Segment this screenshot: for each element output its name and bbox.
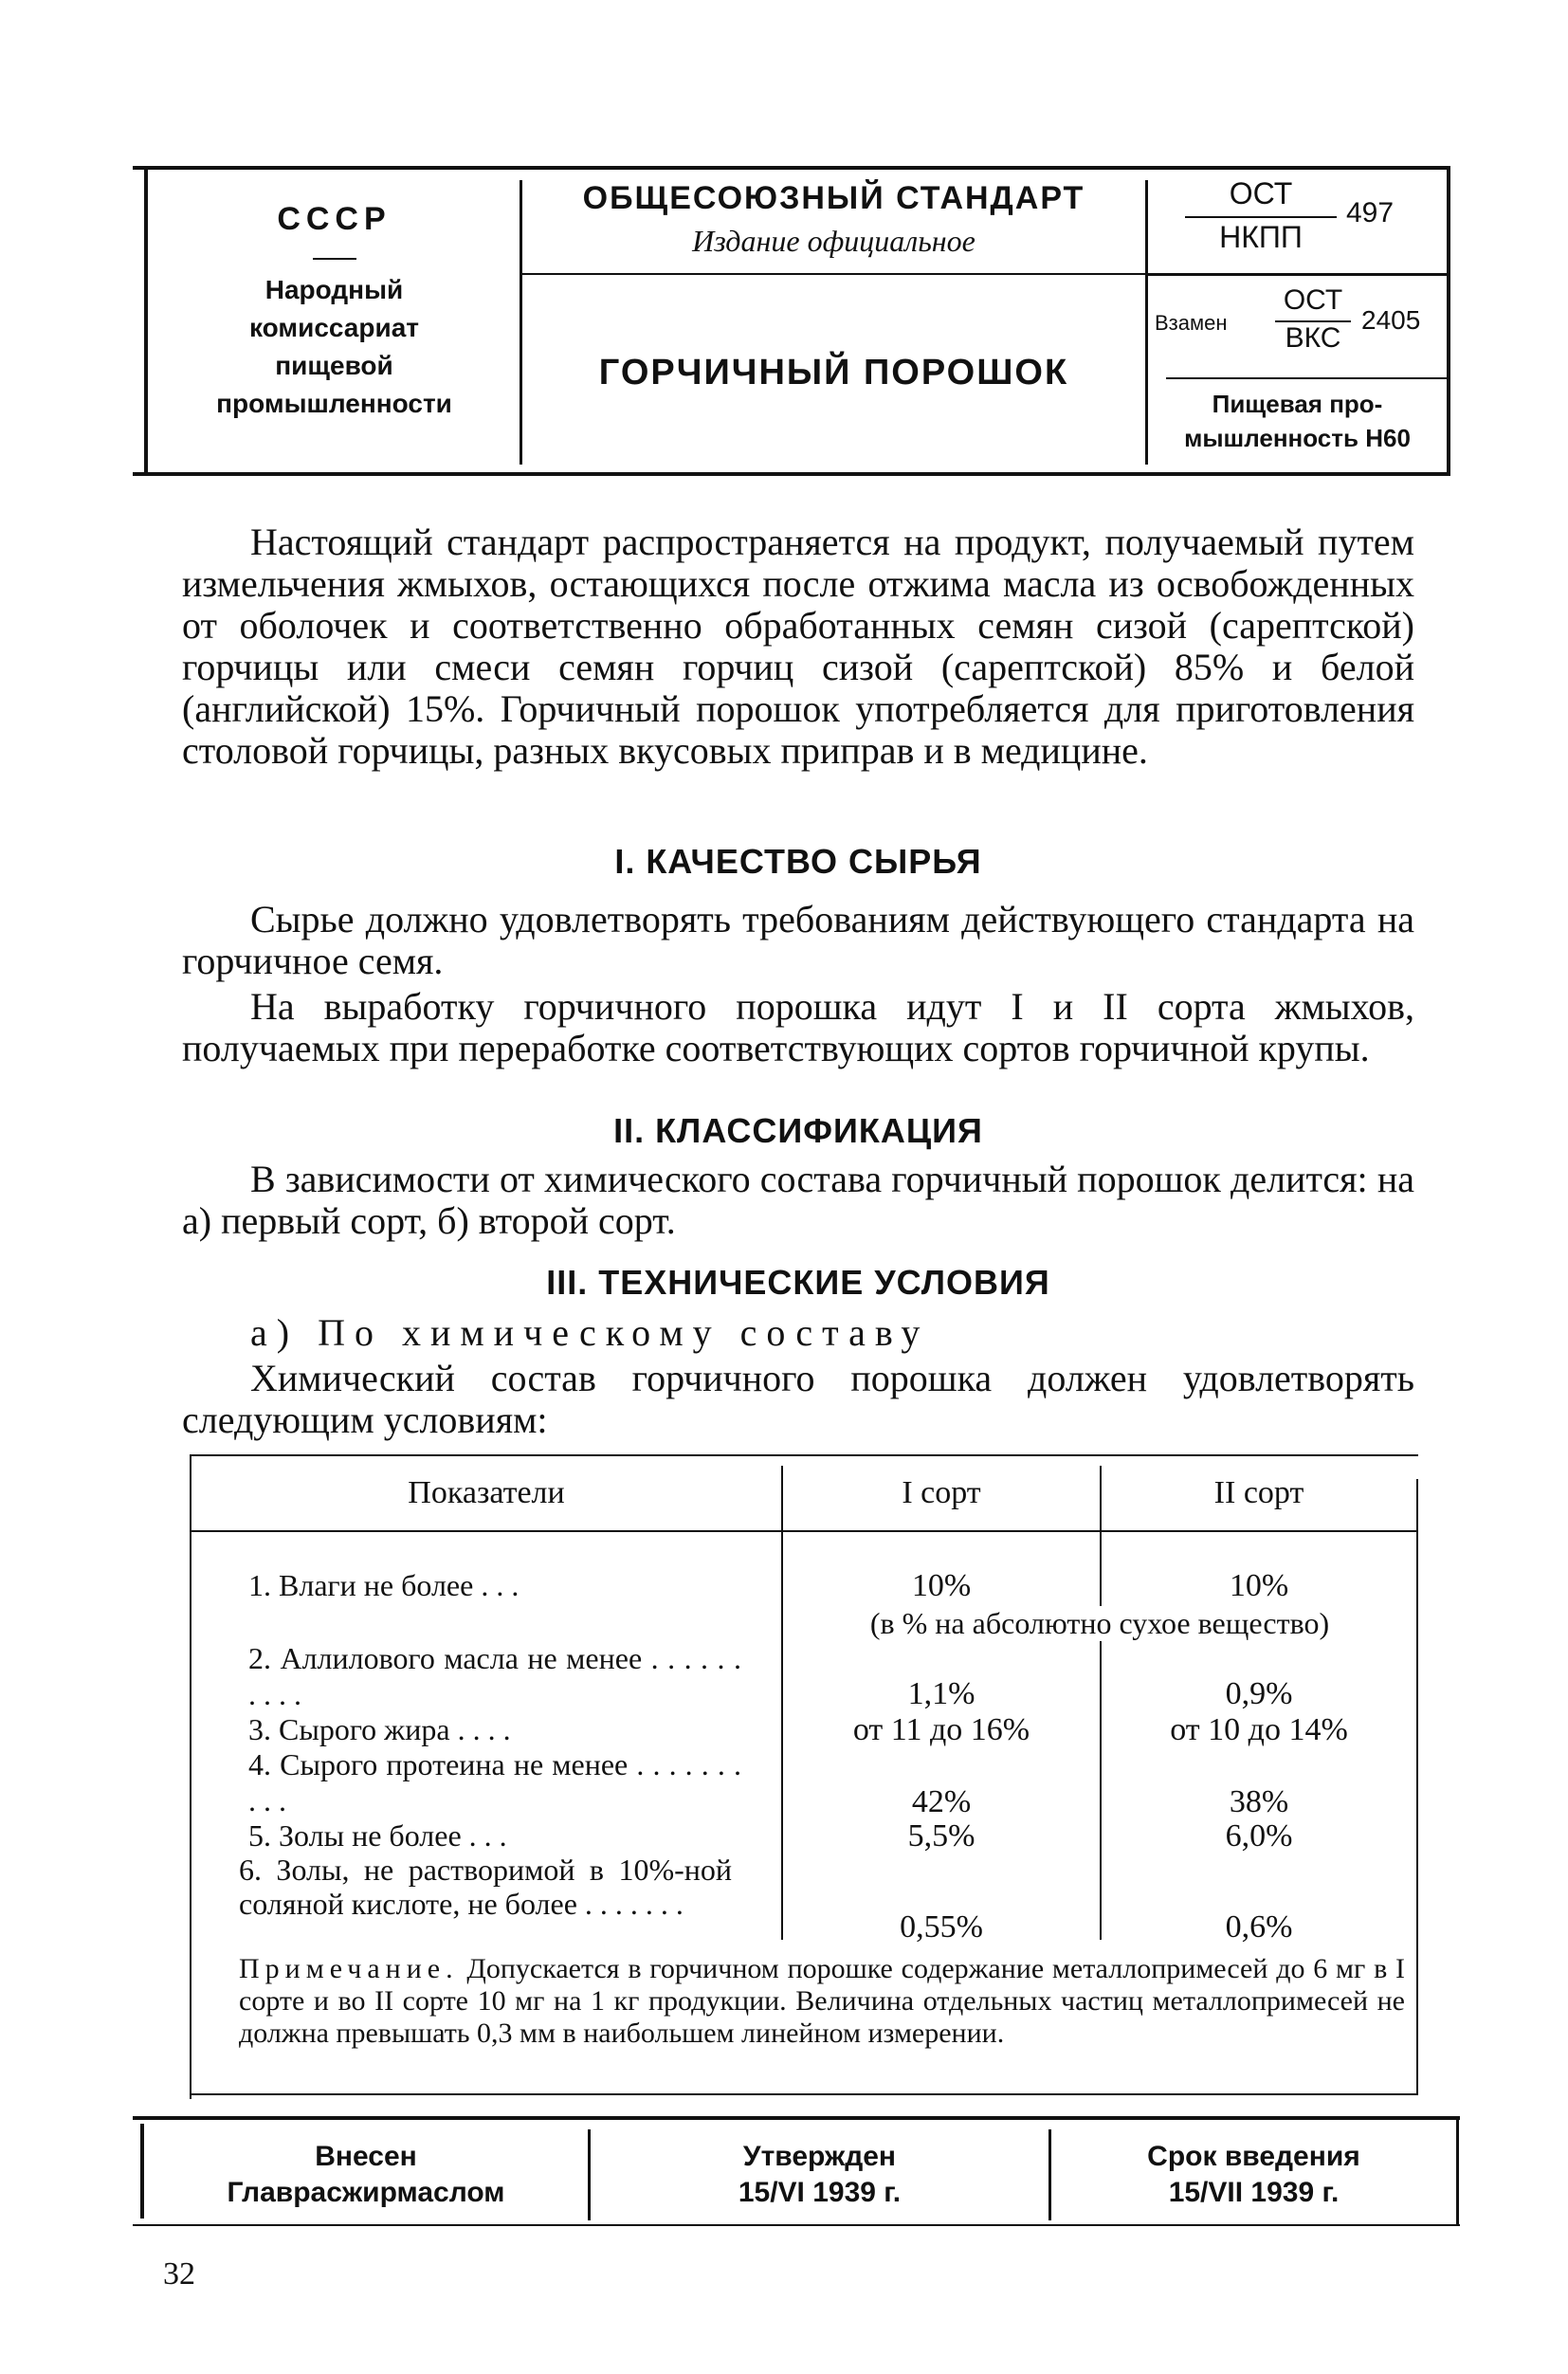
table-left-border [190,1454,191,2099]
industry-line-1: Пищевая про- [1212,390,1383,418]
introduced-label: Внесен [315,2141,417,2172]
footer-right-border [1456,2120,1459,2226]
header-top-rule [133,166,1450,170]
ost-number: 497 [1346,197,1395,228]
effective-block [1051,2139,1456,2211]
table-top-rule [190,1454,1418,1456]
table-row-3-grade-2: от 10 до 14% [1170,1712,1348,1747]
replace-label: Взамен [1155,311,1228,335]
intro-paragraph: Настоящий стандарт распространяется на продукт, получаемый путем измельчения жмыхов, остающихся после отжима масла из освобожденных от оболочек и соответственно обработанных семян сизой (сарептской) горчицы или смеси семян горчиц сизой (сарептской) 85% и белой (английской) 15%. Горчичный порошок употребляется для приготовления столовой горчицы, разных вкусовых приправ и в медицине. [182,520,1414,772]
table-header-grade-1: I сорт [902,1475,981,1510]
industry-code: Н60 [1365,424,1411,452]
table-right-border [1416,1479,1418,2095]
introduced-by: Главрасжирмаслом [227,2177,505,2208]
table-row-3-label: 3. Сырого жира . . . . [248,1712,511,1746]
table-row-5-grade-1: 5,5% [907,1818,975,1854]
industry-line-2 [1148,421,1447,455]
ministry-line-3: пищевой [275,351,393,380]
industry-text: мышленность [1184,424,1358,452]
product-title: ГОРЧИЧНЫЙ ПОРОШОК [598,353,1069,393]
note-label: Примечание. [239,1953,459,1984]
table-row-4-label: 4. Сырого протеина не менее . . . . . . . . . . [248,1747,741,1817]
header-divider-1 [520,180,522,465]
table-header-rule [190,1530,1418,1532]
approved-block [591,2139,1048,2211]
section-1-paragraph-1: Сырье должно удовлетворять требованиям действующего стандарта на горчичное семя. [182,898,1414,982]
approved-label: Утвержден [742,2141,897,2172]
country-underline [313,258,356,260]
section-2-paragraph: В зависимости от химического состава горчичный порошок делится: на а) первый сорт, б) второй сорт. [182,1158,1414,1242]
table-row-5-label: 5. Золы не более . . . [248,1818,507,1853]
approved-date: 15/VI 1939 г. [738,2177,902,2208]
table-note [239,1953,1405,2050]
table-row-2-label: 2. Аллилового масла не менее . . . . . . . . . . [248,1641,741,1711]
header-right-rule-1 [1148,273,1447,276]
effective-label: Срок введения [1147,2141,1360,2172]
table-row-4-grade-2: 38% [1229,1784,1289,1819]
table-basis-note: (в % на абсолютно сухое вещество) [783,1606,1416,1641]
table-header-grade-2: II сорт [1213,1475,1304,1510]
header-center-rule [522,273,1145,275]
ministry-label [152,271,517,423]
ministry-line-4: промышленности [216,389,452,418]
ministry-line-2: комиссариат [249,313,419,342]
ost-top: ОСТ [1229,176,1293,210]
official-edition: Издание официальное [692,224,975,258]
section-2-heading: II. КЛАССИФИКАЦИЯ [613,1111,983,1150]
table-bottom-rule [190,2093,1418,2095]
section-3-paragraph: Химический состав горчичного порошка должен удовлетворять следующим условиям: [182,1357,1414,1441]
replace-ost-bottom: ВКС [1285,322,1341,354]
country-label: СССР [277,201,392,237]
replace-ost-top: ОСТ [1283,284,1343,316]
header-left-border [144,166,148,476]
effective-date: 15/VII 1939 г. [1168,2177,1340,2208]
introduced-block [144,2139,588,2211]
note-text: Допускается в горчичном порошке содержание металлопримесей до 6 мг в I сорте и во II сорте 10 мг на 1 кг продукции. Величина отдельных частиц металлопримесей не должна превышать 0,3 мм в наибольшем линейном измерении. [239,1953,1405,2049]
header-right-rule-2 [1166,377,1447,379]
footer-bottom-rule [133,2224,1460,2226]
header-right-border [1447,166,1450,476]
table-row-6-grade-1: 0,55% [900,1909,983,1945]
table-row-1-grade-2: 10% [1229,1568,1289,1603]
ministry-line-1: Народный [264,275,404,304]
section-1-paragraph-2: На выработку горчичного порошка идут I и II сорта жмыхов, получаемых при переработке соответствующих сортов горчичной крупы. [182,985,1414,1069]
ost-fraction-line [1185,216,1337,218]
table-row-6-grade-2: 0,6% [1225,1909,1293,1945]
table-row-5-grade-2: 6,0% [1225,1818,1293,1854]
ost-bottom: НКПП [1219,220,1303,254]
table-row-4-grade-1: 42% [911,1784,972,1819]
replace-number: 2405 [1361,305,1421,335]
table-row-1-label: 1. Влаги не более . . . [248,1568,520,1602]
table-row-6-label: 6. Золы, не растворимой в 10%-ной соляной кислоте, не более . . . . . . . [239,1853,732,1921]
standard-type: ОБЩЕСОЮЗНЫЙ СТАНДАРТ [582,180,1085,216]
header-bottom-rule [133,472,1450,476]
footer-top-rule [133,2116,1460,2120]
section-3-subheading: а) По химическому составу [250,1311,930,1354]
table-header-indicator: Показатели [408,1475,565,1510]
table-row-2-grade-2: 0,9% [1225,1676,1293,1711]
industry-block [1148,387,1447,455]
section-1-heading: I. КАЧЕСТВО СЫРЬЯ [614,842,982,881]
table-row-1-grade-1: 10% [911,1568,972,1603]
section-3-heading: III. ТЕХНИЧЕСКИЕ УСЛОВИЯ [546,1263,1050,1302]
page-number: 32 [163,2256,195,2292]
table-row-3-grade-1: от 11 до 16% [852,1712,1030,1747]
table-row-2-grade-1: 1,1% [907,1676,975,1711]
